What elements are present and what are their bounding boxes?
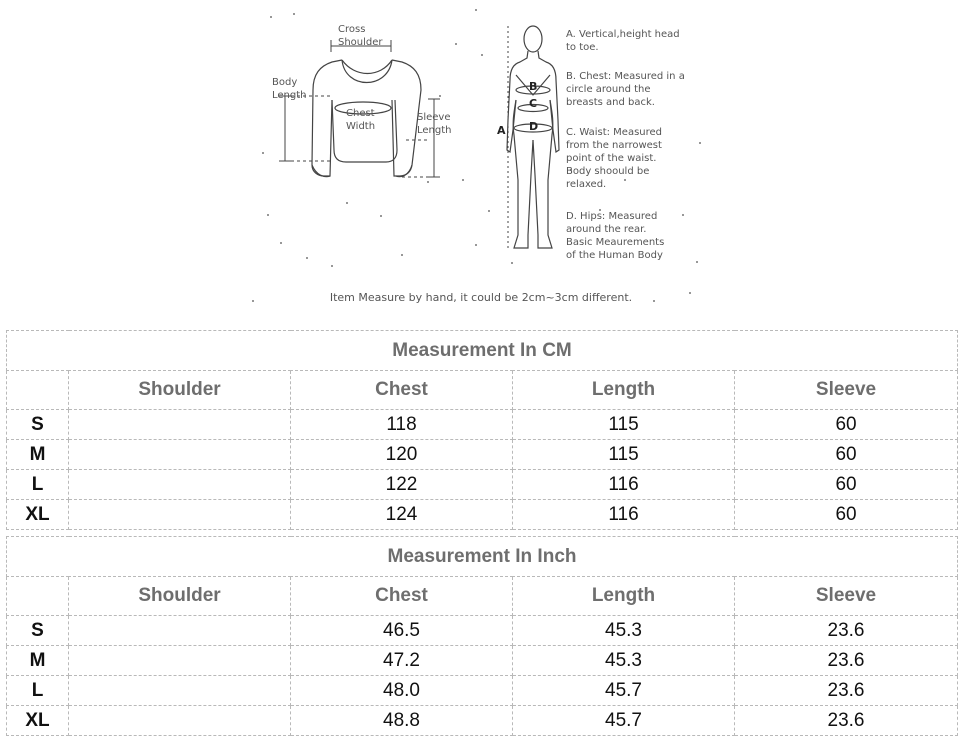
size-label: S — [7, 616, 69, 646]
table-title: Measurement In CM — [7, 331, 958, 371]
header-sleeve: Sleeve — [735, 577, 958, 616]
header-shoulder: Shoulder — [69, 371, 291, 410]
table-row — [7, 500, 958, 530]
chest-value: 124 — [291, 500, 513, 530]
table-header-row — [7, 371, 958, 410]
sleeve-value: 60 — [735, 410, 958, 440]
header-size — [7, 577, 69, 616]
length-value: 45.3 — [513, 646, 735, 676]
table-title-row — [7, 537, 958, 577]
chest-value: 46.5 — [291, 616, 513, 646]
chest-value: 122 — [291, 470, 513, 500]
sleeve-value: 23.6 — [735, 616, 958, 646]
table-row — [7, 410, 958, 440]
table-row — [7, 440, 958, 470]
table-title-row — [7, 331, 958, 371]
header-size — [7, 371, 69, 410]
sleeve-value: 60 — [735, 500, 958, 530]
shoulder-value — [69, 676, 291, 706]
measure-note: Item Measure by hand, it could be 2cm~3cm different. — [329, 291, 633, 304]
table-row — [7, 706, 958, 736]
measurement-diagram — [0, 0, 962, 328]
length-value: 45.7 — [513, 706, 735, 736]
length-value: 45.3 — [513, 616, 735, 646]
header-chest: Chest — [291, 371, 513, 410]
shoulder-value — [69, 500, 291, 530]
instruction-d: D. Hips: Measured around the rear. Basic Meaurements of the Human Body — [566, 211, 665, 261]
instruction-a: A. Vertical,height head to toe. — [566, 29, 680, 53]
table-row — [7, 616, 958, 646]
body-letter-a: A — [497, 124, 506, 137]
body-letter-d: D — [529, 120, 539, 133]
table-header-row — [7, 577, 958, 616]
length-value: 115 — [513, 410, 735, 440]
shoulder-value — [69, 616, 291, 646]
sleeve-value: 23.6 — [735, 646, 958, 676]
chest-value: 47.2 — [291, 646, 513, 676]
header-chest: Chest — [291, 577, 513, 616]
chest-value: 48.0 — [291, 676, 513, 706]
size-label: XL — [7, 500, 69, 530]
header-length: Length — [513, 371, 735, 410]
chest-value: 120 — [291, 440, 513, 470]
size-label: M — [7, 646, 69, 676]
cross-shoulder-label: Cross Shoulder — [338, 24, 383, 48]
shoulder-value — [69, 470, 291, 500]
length-value: 116 — [513, 500, 735, 530]
shoulder-value — [69, 646, 291, 676]
chest-value: 118 — [291, 410, 513, 440]
sleeve-value: 60 — [735, 440, 958, 470]
instruction-c: C. Waist: Measured from the narrowest point of the waist. Body shoould be relaxed. — [566, 127, 663, 190]
chest-value: 48.8 — [291, 706, 513, 736]
size-label: XL — [7, 706, 69, 736]
body-letter-c: C — [529, 97, 538, 110]
length-value: 45.7 — [513, 676, 735, 706]
size-label: L — [7, 470, 69, 500]
size-label: M — [7, 440, 69, 470]
shoulder-value — [69, 706, 291, 736]
length-value: 115 — [513, 440, 735, 470]
size-label: L — [7, 676, 69, 706]
sleeve-value: 23.6 — [735, 676, 958, 706]
size-label: S — [7, 410, 69, 440]
body-length-label: Body Length — [272, 77, 307, 101]
table-row — [7, 646, 958, 676]
size-table-cm — [6, 330, 958, 530]
table-row — [7, 470, 958, 500]
sleeve-length-label: Sleeve Length — [417, 112, 452, 136]
body-figure — [507, 26, 559, 248]
shoulder-value — [69, 410, 291, 440]
table-title: Measurement In Inch — [7, 537, 958, 577]
diagram-drawing — [0, 0, 962, 328]
length-value: 116 — [513, 470, 735, 500]
header-sleeve: Sleeve — [735, 371, 958, 410]
header-shoulder: Shoulder — [69, 577, 291, 616]
chest-width-label: Chest Width — [346, 108, 376, 132]
table-row — [7, 676, 958, 706]
header-length: Length — [513, 577, 735, 616]
body-letter-b: B — [529, 80, 538, 93]
sleeve-value: 60 — [735, 470, 958, 500]
size-table-inch — [6, 536, 958, 736]
shoulder-value — [69, 440, 291, 470]
instruction-b: B. Chest: Measured in a circle around the breasts and back. — [566, 71, 685, 108]
sleeve-value: 23.6 — [735, 706, 958, 736]
